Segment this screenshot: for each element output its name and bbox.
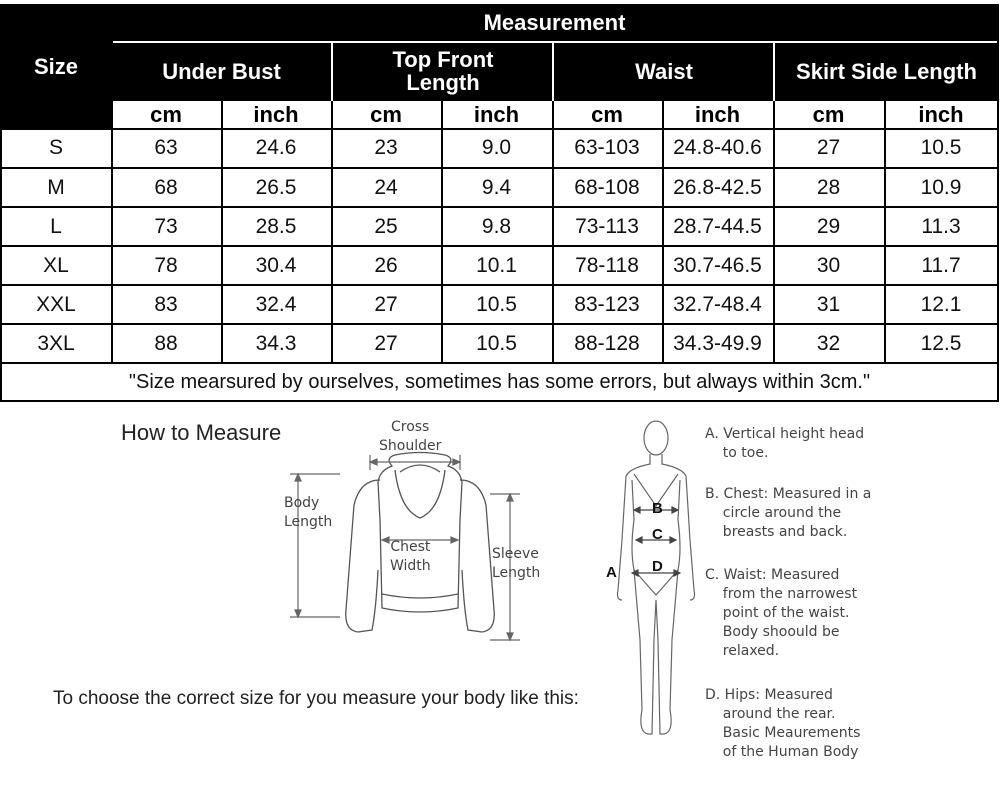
value-cell: 24 xyxy=(374,175,398,199)
size-cell: M xyxy=(47,175,65,199)
top-front-length-header: Top Front Length xyxy=(392,47,494,95)
value-cell: 12.1 xyxy=(920,292,962,316)
value-cell: 11.3 xyxy=(921,214,961,238)
grid-line xyxy=(1,245,998,247)
grid-line xyxy=(111,4,113,363)
value-cell: 30 xyxy=(816,253,841,277)
unit-header-cm: cm xyxy=(552,101,662,128)
value-cell: 25 xyxy=(374,214,398,238)
grid-line xyxy=(331,101,333,363)
value-cell: 10.1 xyxy=(476,253,517,277)
measurement-group-header: Measurement xyxy=(483,10,626,35)
unit-header-cm: cm xyxy=(773,101,884,128)
grid-line xyxy=(1,362,998,364)
value-cell: 32 xyxy=(816,331,841,355)
how-to-measure-title: How to Measure xyxy=(121,420,282,445)
unit-header-inch: inch xyxy=(884,101,998,128)
skirt-side-length-header: Skirt Side Length xyxy=(796,58,977,84)
value-cell: 34.3-49.9 xyxy=(673,331,762,355)
grid-line xyxy=(1,206,998,208)
marker-a: A xyxy=(606,564,617,581)
value-cell: 28.7-44.5 xyxy=(673,214,762,238)
grid-line xyxy=(997,4,999,402)
under-bust-header: Under Bust xyxy=(162,58,281,84)
value-cell: 10.5 xyxy=(920,136,962,159)
grid-line xyxy=(221,101,223,363)
size-cell: L xyxy=(50,214,62,238)
value-cell: 73-113 xyxy=(575,214,639,238)
value-cell: 88 xyxy=(154,331,178,355)
size-column-header: Size xyxy=(33,53,79,79)
grid-line xyxy=(1,400,998,402)
value-cell: 29 xyxy=(816,214,841,238)
value-cell: 31 xyxy=(816,292,841,316)
grid-line xyxy=(773,101,775,363)
value-cell: 32.4 xyxy=(255,292,297,316)
header-divider xyxy=(773,43,775,101)
value-cell: 78 xyxy=(154,253,178,277)
choose-size-instruction: To choose the correct size for you measure your body like this: xyxy=(53,688,579,709)
value-cell: 24.6 xyxy=(255,136,297,159)
header-divider xyxy=(552,43,554,101)
header-divider xyxy=(331,43,333,101)
value-cell: 83 xyxy=(154,292,178,316)
instruction-b: B. Chest: Measured in a circle around the breasts and back. xyxy=(705,486,872,540)
value-cell: 24.8-40.6 xyxy=(673,136,762,159)
unit-header-cm: cm xyxy=(111,101,221,128)
grid-line xyxy=(552,101,554,363)
unit-header-inch: inch xyxy=(662,101,773,128)
value-cell: 78-118 xyxy=(575,253,639,277)
value-cell: 32.7-48.4 xyxy=(673,292,762,316)
value-cell: 9.8 xyxy=(481,214,512,238)
size-cell: S xyxy=(48,136,63,159)
instruction-a: A. Vertical height head to toe. xyxy=(705,426,865,461)
body-length-label: Body Length xyxy=(284,495,333,530)
value-cell: 26.8-42.5 xyxy=(673,175,762,199)
unit-header-inch: inch xyxy=(441,101,552,128)
grid-line xyxy=(1,128,998,130)
cross-shoulder-label: Cross Shoulder xyxy=(379,419,442,454)
sleeve-length-label: Sleeve Length xyxy=(492,546,541,581)
value-cell: 27 xyxy=(816,136,841,159)
value-cell: 9.0 xyxy=(481,136,512,159)
value-cell: 26 xyxy=(374,253,398,277)
size-cell: 3XL xyxy=(37,331,75,355)
value-cell: 11.7 xyxy=(921,253,961,277)
value-cell: 27 xyxy=(374,292,398,316)
grid-line xyxy=(662,101,664,363)
grid-line xyxy=(1,323,998,325)
grid-line xyxy=(1,4,998,5)
marker-c: C xyxy=(652,526,663,543)
value-cell: 12.5 xyxy=(920,331,962,355)
grid-line xyxy=(0,4,2,402)
marker-d: D xyxy=(652,558,663,575)
grid-line xyxy=(1,167,998,169)
instruction-c: C. Waist: Measured from the narrowest point of the waist. Body shoould be relaxed. xyxy=(705,567,858,659)
value-cell: 34.3 xyxy=(255,331,297,355)
value-cell: 26.5 xyxy=(255,175,297,199)
unit-header-inch: inch xyxy=(221,101,331,128)
value-cell: 28 xyxy=(816,175,841,199)
unit-header-cm: cm xyxy=(331,101,441,128)
value-cell: 10.5 xyxy=(476,292,517,316)
grid-line xyxy=(441,101,443,363)
value-cell: 73 xyxy=(154,214,178,238)
chest-width-label: Chest Width xyxy=(390,539,431,574)
value-cell: 10.5 xyxy=(476,331,517,355)
size-cell: XXL xyxy=(36,292,76,316)
value-cell: 9.4 xyxy=(481,175,512,199)
marker-b: B xyxy=(652,500,663,517)
value-cell: 28.5 xyxy=(255,214,297,238)
value-cell: 88-128 xyxy=(574,331,640,355)
value-cell: 68 xyxy=(154,175,178,199)
value-cell: 10.9 xyxy=(920,175,962,199)
instruction-d: D. Hips: Measured around the rear. Basic Meaurements of the Human Body xyxy=(705,687,861,760)
value-cell: 27 xyxy=(374,331,398,355)
measurement-note: "Size mearsured by ourselves, sometimes has some errors, but always within 3cm." xyxy=(128,370,871,393)
value-cell: 63-103 xyxy=(574,136,640,159)
grid-line xyxy=(1,284,998,286)
waist-header: Waist xyxy=(635,58,693,84)
value-cell: 30.4 xyxy=(255,253,297,277)
value-cell: 23 xyxy=(374,136,398,159)
header-divider xyxy=(111,41,998,43)
value-cell: 30.7-46.5 xyxy=(673,253,762,277)
value-cell: 83-123 xyxy=(574,292,640,316)
size-cell: XL xyxy=(43,253,69,277)
grid-line xyxy=(884,101,886,363)
value-cell: 68-108 xyxy=(574,175,640,199)
value-cell: 63 xyxy=(154,136,178,159)
